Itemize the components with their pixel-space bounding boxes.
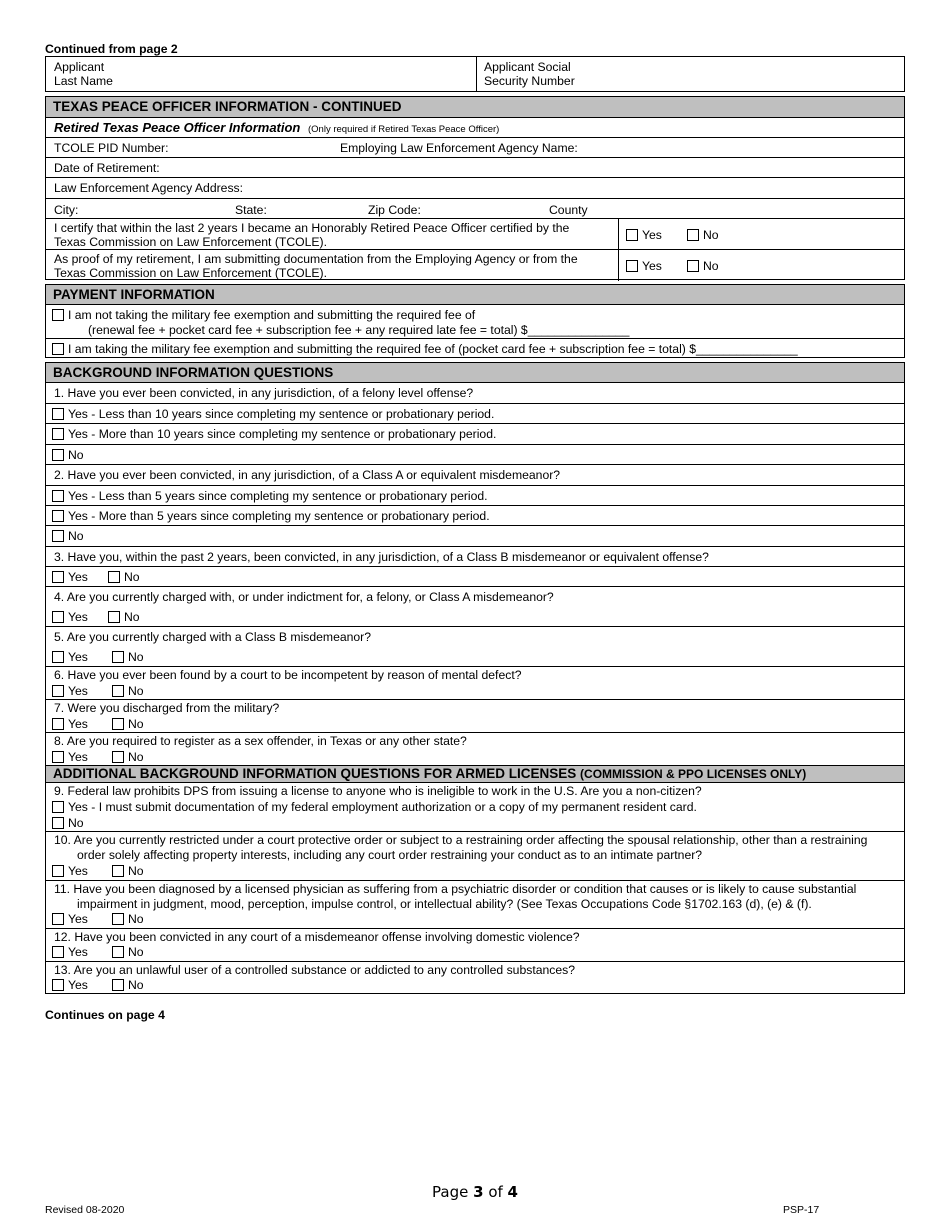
checkbox[interactable] xyxy=(52,408,64,420)
proof-row xyxy=(46,249,904,280)
proof-yes-option[interactable] xyxy=(626,259,662,273)
checkbox[interactable] xyxy=(52,718,64,730)
no-option[interactable] xyxy=(112,978,144,992)
no-label: No xyxy=(128,864,144,878)
divider xyxy=(476,57,477,92)
proof-line1: As proof of my retirement, I am submitting documentation from the Employing Agency or from the xyxy=(54,252,578,266)
checkbox[interactable] xyxy=(687,229,699,241)
yes-label: Yes xyxy=(68,684,88,698)
question-text: 6. Have you ever been found by a court to be incompetent by reason of mental defect? xyxy=(54,668,522,682)
checkbox[interactable] xyxy=(52,309,64,321)
retired-heading-row xyxy=(46,117,904,137)
section-header: BACKGROUND INFORMATION QUESTIONS xyxy=(46,363,904,382)
yes-label: Yes xyxy=(68,912,88,926)
yes-option[interactable] xyxy=(52,717,88,731)
question-8 xyxy=(46,732,904,766)
city-state-zip-row[interactable] xyxy=(46,198,904,218)
no-label: No xyxy=(124,610,140,624)
question-text-line2: order solely affecting property interests, including any court order restraining your conduct as to an intimate partner? xyxy=(77,848,703,862)
section-header: PAYMENT INFORMATION xyxy=(46,285,904,304)
yes-option[interactable] xyxy=(52,750,88,764)
checkbox[interactable] xyxy=(687,260,699,272)
question-13 xyxy=(46,961,904,994)
no-option[interactable] xyxy=(108,570,140,584)
question-text-line1: 10. Are you currently restricted under a court protective order or subject to a restraining order affecting the spousal relationship, other than a restraining xyxy=(54,833,868,847)
applicant-last-name-label[interactable] xyxy=(54,60,113,88)
payment-section xyxy=(45,284,905,358)
no-label: No xyxy=(128,912,144,926)
agency-address-row[interactable] xyxy=(46,177,904,198)
checkbox[interactable] xyxy=(52,946,64,958)
checkbox[interactable] xyxy=(112,913,124,925)
page-prefix: Page xyxy=(432,1183,474,1201)
question-text: 9. Federal law prohibits DPS from issuing a license to anyone who is ineligible to work in the U.S. Are you a non-citizen? xyxy=(54,784,702,798)
no-option[interactable] xyxy=(108,610,140,624)
zip-label: Zip Code: xyxy=(368,203,421,217)
option-label: No xyxy=(68,816,84,830)
continues-on-label: Continues on page 4 xyxy=(45,1008,165,1022)
checkbox[interactable] xyxy=(52,865,64,877)
option-label: No xyxy=(68,529,84,543)
yes-label: Yes xyxy=(68,978,88,992)
no-option[interactable] xyxy=(112,864,144,878)
applicant-box xyxy=(45,56,905,92)
last-name-label-line1: Applicant xyxy=(54,60,105,74)
checkbox[interactable] xyxy=(52,428,64,440)
checkbox[interactable] xyxy=(52,611,64,623)
no-label: No xyxy=(128,750,144,764)
payment-option-taking[interactable] xyxy=(46,338,904,358)
question-5 xyxy=(46,626,904,666)
checkbox[interactable] xyxy=(112,979,124,991)
continued-from-label: Continued from page 2 xyxy=(45,42,178,56)
checkbox[interactable] xyxy=(112,718,124,730)
yes-label: Yes xyxy=(68,717,88,731)
option-label: Yes - More than 10 years since completing my sentence or probationary period. xyxy=(68,427,497,441)
no-label: No xyxy=(128,650,144,664)
option-label: Yes - Less than 10 years since completing my sentence or probationary period. xyxy=(68,407,495,421)
yes-label: Yes xyxy=(68,610,88,624)
checkbox[interactable] xyxy=(52,510,64,522)
applicant-ssn-label[interactable] xyxy=(484,60,575,88)
question-text-line1: 11. Have you been diagnosed by a licensed physician as suffering from a psychiatric disorder or condition that causes or is likely to cause substantial xyxy=(54,882,857,896)
q2-option-a[interactable] xyxy=(46,485,904,505)
question-2 xyxy=(46,464,904,485)
checkbox[interactable] xyxy=(112,685,124,697)
certify-no-option[interactable] xyxy=(687,228,719,242)
question-text: 8. Are you required to register as a sex offender, in Texas or any other state? xyxy=(54,734,467,748)
retirement-date-label: Date of Retirement: xyxy=(54,161,160,175)
payment-taking-label: I am taking the military fee exemption and submitting the required fee of (pocket card fee + subscription fee = total) $_______________ xyxy=(68,342,798,356)
question-1 xyxy=(46,382,904,403)
last-name-label-line2: Last Name xyxy=(54,74,113,88)
section-header: TEXAS PEACE OFFICER INFORMATION - CONTINUED xyxy=(46,97,904,117)
section-header xyxy=(46,766,904,782)
no-label: No xyxy=(124,570,140,584)
question-text-line2: impairment in judgment, mood, perception, impulse control, or intellectual ability? (See Texas Occupations Code §1702.163 (d), (e) & (f). xyxy=(77,897,812,911)
yes-label: Yes xyxy=(68,864,88,878)
checkbox[interactable] xyxy=(626,229,638,241)
no-label: No xyxy=(128,717,144,731)
checkbox[interactable] xyxy=(52,979,64,991)
divider xyxy=(618,250,619,281)
checkbox[interactable] xyxy=(52,913,64,925)
page-total: 4 xyxy=(507,1183,518,1201)
agency-address-label: Law Enforcement Agency Address: xyxy=(54,181,244,195)
retirement-date-row[interactable] xyxy=(46,157,904,177)
checkbox[interactable] xyxy=(108,571,120,583)
yes-label: Yes xyxy=(68,750,88,764)
county-label: County xyxy=(549,203,588,217)
retired-note: (Only required if Retired Texas Peace Officer) xyxy=(308,124,500,135)
tcole-row[interactable] xyxy=(46,137,904,157)
checkbox[interactable] xyxy=(52,343,64,355)
question-text: 12. Have you been convicted in any court of a misdemeanor offense involving domestic violence? xyxy=(54,930,580,944)
no-label: No xyxy=(703,259,719,273)
yes-label: Yes xyxy=(642,259,662,273)
armed-licenses-section xyxy=(45,765,905,994)
no-label: No xyxy=(703,228,719,242)
option-label: Yes - Less than 5 years since completing my sentence or probationary period. xyxy=(68,489,488,503)
certify-row xyxy=(46,218,904,249)
checkbox[interactable] xyxy=(52,490,64,502)
page-current: 3 xyxy=(473,1183,484,1201)
peace-officer-section xyxy=(45,96,905,280)
agency-name-label: Employing Law Enforcement Agency Name: xyxy=(340,141,578,155)
q2-option-c[interactable] xyxy=(46,525,904,546)
checkbox[interactable] xyxy=(52,685,64,697)
page-number xyxy=(0,1183,950,1201)
question-12 xyxy=(46,928,904,961)
checkbox[interactable] xyxy=(112,651,124,663)
yes-label: Yes xyxy=(68,570,88,584)
checkbox[interactable] xyxy=(112,946,124,958)
no-option[interactable] xyxy=(112,717,144,731)
ssn-label-line1: Applicant Social xyxy=(484,60,571,74)
checkbox[interactable] xyxy=(52,801,64,813)
question-text: 4. Are you currently charged with, or under indictment for, a felony, or Class A misdemeanor? xyxy=(54,590,554,604)
tcole-pid-label: TCOLE PID Number: xyxy=(54,141,169,155)
question-text: 13. Are you an unlawful user of a controlled substance or addicted to any controlled substances? xyxy=(54,963,576,977)
divider xyxy=(618,219,619,250)
yes-label: Yes xyxy=(68,650,88,664)
q1-option-b[interactable] xyxy=(46,423,904,444)
no-option[interactable] xyxy=(112,650,144,664)
q1-option-a[interactable] xyxy=(46,403,904,423)
question-10 xyxy=(46,831,904,880)
question-text: 3. Have you, within the past 2 years, been convicted, in any jurisdiction, of a Class B misdemeanor or equivalent offense? xyxy=(54,550,709,564)
proof-text xyxy=(54,252,578,280)
payment-option-not-taking[interactable] xyxy=(46,304,904,338)
yes-label: Yes xyxy=(68,945,88,959)
section-title-note: (COMMISSION & PPO LICENSES ONLY) xyxy=(580,767,807,781)
yes-option[interactable] xyxy=(52,570,88,584)
no-option[interactable] xyxy=(112,684,144,698)
checkbox[interactable] xyxy=(52,651,64,663)
option-label: Yes - I must submit documentation of my federal employment authorization or a copy of my permanent resident card. xyxy=(68,800,697,814)
checkbox[interactable] xyxy=(52,571,64,583)
no-option[interactable] xyxy=(112,912,144,926)
option-label: Yes - More than 5 years since completing my sentence or probationary period. xyxy=(68,509,490,523)
checkbox[interactable] xyxy=(112,751,124,763)
checkbox[interactable] xyxy=(52,530,64,542)
yes-option[interactable] xyxy=(52,912,88,926)
question-11 xyxy=(46,880,904,928)
yes-option[interactable] xyxy=(52,684,88,698)
retired-heading: Retired Texas Peace Officer Information xyxy=(54,120,301,135)
background-section xyxy=(45,362,905,766)
q3-options xyxy=(46,566,904,586)
checkbox[interactable] xyxy=(108,611,120,623)
checkbox[interactable] xyxy=(626,260,638,272)
checkbox[interactable] xyxy=(52,817,64,829)
form-id: PSP-17 xyxy=(783,1204,820,1216)
question-text: 7. Were you discharged from the military? xyxy=(54,701,280,715)
ssn-label-line2: Security Number xyxy=(484,74,575,88)
checkbox[interactable] xyxy=(52,751,64,763)
yes-option[interactable] xyxy=(52,650,88,664)
state-label: State: xyxy=(235,203,267,217)
question-3 xyxy=(46,546,904,566)
yes-label: Yes xyxy=(642,228,662,242)
question-9 xyxy=(46,782,904,831)
no-label: No xyxy=(128,945,144,959)
question-7 xyxy=(46,699,904,732)
yes-option[interactable] xyxy=(52,978,88,992)
revised-date: Revised 08-2020 xyxy=(45,1204,125,1216)
section-title: ADDITIONAL BACKGROUND INFORMATION QUESTIONS FOR ARMED LICENSES xyxy=(53,766,577,781)
yes-option[interactable] xyxy=(52,945,88,959)
certify-text xyxy=(54,221,569,249)
option-label: No xyxy=(68,448,84,462)
no-option[interactable] xyxy=(112,945,144,959)
q9-option-a[interactable] xyxy=(52,800,697,814)
certify-yes-option[interactable] xyxy=(626,228,662,242)
no-label: No xyxy=(128,684,144,698)
question-text: 1. Have you ever been convicted, in any jurisdiction, of a felony level offense? xyxy=(54,386,474,400)
checkbox[interactable] xyxy=(112,865,124,877)
payment-not-taking-line2: (renewal fee + pocket card fee + subscription fee + any required late fee = total) $_______________ xyxy=(88,323,630,337)
proof-line2: Texas Commission on Law Enforcement (TCOLE). xyxy=(54,266,327,280)
proof-no-option[interactable] xyxy=(687,259,719,273)
yes-option[interactable] xyxy=(52,864,88,878)
question-4 xyxy=(46,586,904,626)
no-label: No xyxy=(128,978,144,992)
page-of: of xyxy=(483,1183,508,1201)
no-option[interactable] xyxy=(112,750,144,764)
certify-line2: Texas Commission on Law Enforcement (TCOLE). xyxy=(54,235,327,249)
certify-line1: I certify that within the last 2 years I became an Honorably Retired Peace Officer certified by the xyxy=(54,221,570,235)
q1-option-c[interactable] xyxy=(46,444,904,464)
question-text: 5. Are you currently charged with a Class B misdemeanor? xyxy=(54,630,372,644)
yes-option[interactable] xyxy=(52,610,88,624)
payment-not-taking-line1: I am not taking the military fee exemption and submitting the required fee of xyxy=(68,308,476,322)
question-6 xyxy=(46,666,904,699)
q2-option-b[interactable] xyxy=(46,505,904,525)
city-label: City: xyxy=(54,203,79,217)
q9-option-b[interactable] xyxy=(52,816,84,830)
checkbox[interactable] xyxy=(52,449,64,461)
question-text: 2. Have you ever been convicted, in any jurisdiction, of a Class A or equivalent misdemeanor? xyxy=(54,468,561,482)
